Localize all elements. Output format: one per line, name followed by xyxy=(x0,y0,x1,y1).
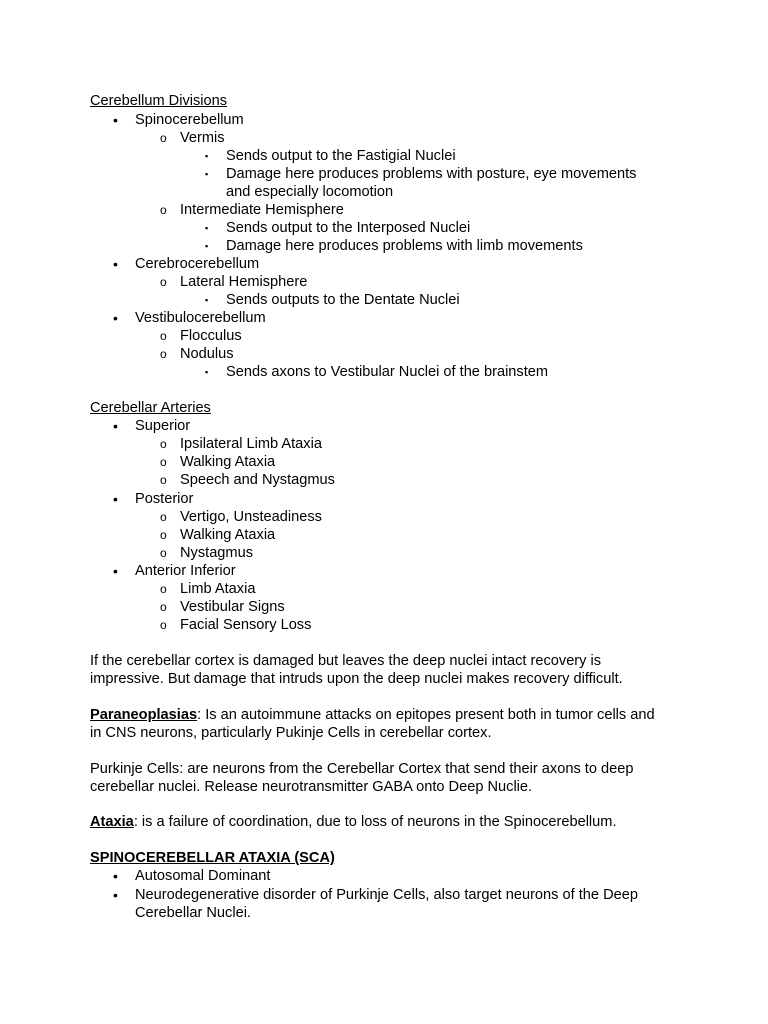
list-item-text: Flocculus xyxy=(180,328,242,344)
bullet-marker: o xyxy=(160,582,167,596)
bullet-marker: ▪ xyxy=(205,295,209,305)
list-item-continuation: Cerebellar Nuclei. xyxy=(135,905,251,921)
definition-text: : Is an autoimmune attacks on epitopes present both in tumor cells and xyxy=(197,707,655,723)
term-paraneoplasias: Paraneoplasias xyxy=(90,707,198,723)
list-item-text: Vestibular Signs xyxy=(180,599,285,615)
bullet-marker: o xyxy=(160,437,167,451)
bullet-marker: ▪ xyxy=(205,241,209,251)
bullet-marker: • xyxy=(113,418,118,434)
section-heading-sca: SPINOCEREBELLAR ATAXIA (SCA) xyxy=(90,850,335,866)
paragraph-ataxia xyxy=(90,813,617,831)
list-item-text: Cerebrocerebellum xyxy=(135,256,260,272)
list-item-text: Lateral Hemisphere xyxy=(180,274,308,290)
list-item-text: Vestibulocerebellum xyxy=(135,310,266,326)
list-item-text: Sends output to the Fastigial Nuclei xyxy=(226,148,456,164)
bullet-marker: o xyxy=(160,455,167,469)
bullet-marker: ▪ xyxy=(205,151,209,161)
term-ataxia: Ataxia xyxy=(90,814,134,830)
list-item-text: Sends outputs to the Dentate Nuclei xyxy=(226,292,460,308)
section-heading-arteries: Cerebellar Arteries xyxy=(90,400,211,416)
bullet-marker: o xyxy=(160,600,167,614)
list-item-text: Autosomal Dominant xyxy=(135,868,271,884)
bullet-marker: • xyxy=(113,256,118,272)
bullet-marker: o xyxy=(160,473,167,487)
list-item-continuation: and especially locomotion xyxy=(226,184,394,200)
list-item-text: Damage here produces problems with posture, eye movements xyxy=(226,166,637,182)
paragraph-purkinje-line: cerebellar nuclei. Release neurotransmitter GABA onto Deep Nuclie. xyxy=(90,779,533,795)
list-item-text: Neurodegenerative disorder of Purkinje Cells, also target neurons of the Deep xyxy=(135,887,638,903)
bullet-marker: • xyxy=(113,310,118,326)
definition-text: : is a failure of coordination, due to loss of neurons in the Spinocerebellum. xyxy=(133,814,617,830)
paragraph-paraneoplasias-line: in CNS neurons, particularly Pukinje Cells in cerebellar cortex. xyxy=(90,725,492,741)
paragraph-paraneoplasias xyxy=(90,706,655,724)
paragraph-cortex-line: impressive. But damage that intruds upon the deep nuclei makes recovery difficult. xyxy=(90,671,623,687)
bullet-marker: • xyxy=(113,491,118,507)
list-item-text: Walking Ataxia xyxy=(180,527,276,543)
list-item-text: Sends output to the Interposed Nuclei xyxy=(226,220,471,236)
list-item-text: Vermis xyxy=(180,130,225,146)
bullet-marker: o xyxy=(160,329,167,343)
bullet-marker: ▪ xyxy=(205,169,209,179)
bullet-marker: • xyxy=(113,887,118,903)
bullet-marker: o xyxy=(160,131,167,145)
bullet-marker: • xyxy=(113,563,118,579)
paragraph-cortex-line: If the cerebellar cortex is damaged but leaves the deep nuclei intact recovery is xyxy=(90,653,602,669)
bullet-marker: o xyxy=(160,546,167,560)
bullet-marker: • xyxy=(113,112,118,128)
list-item-text: Spinocerebellum xyxy=(135,112,244,128)
list-item-text: Sends axons to Vestibular Nuclei of the brainstem xyxy=(226,364,549,380)
list-item-text: Speech and Nystagmus xyxy=(180,472,335,488)
bullet-marker: ▪ xyxy=(205,367,209,377)
list-item-text: Posterior xyxy=(135,491,194,507)
list-item-text: Damage here produces problems with limb movements xyxy=(226,238,583,254)
paragraph-purkinje-line: Purkinje Cells: are neurons from the Cerebellar Cortex that send their axons to deep xyxy=(90,761,634,777)
bullet-marker: o xyxy=(160,528,167,542)
list-item-text: Facial Sensory Loss xyxy=(180,617,312,633)
list-item-text: Nystagmus xyxy=(180,545,253,561)
bullet-marker: o xyxy=(160,618,167,632)
bullet-marker: ▪ xyxy=(205,223,209,233)
list-item-text: Limb Ataxia xyxy=(180,581,256,597)
bullet-marker: o xyxy=(160,347,167,361)
list-item-text: Anterior Inferior xyxy=(135,563,236,579)
list-item-text: Walking Ataxia xyxy=(180,454,276,470)
bullet-marker: • xyxy=(113,868,118,884)
section-heading-divisions: Cerebellum Divisions xyxy=(90,93,228,109)
bullet-marker: o xyxy=(160,275,167,289)
list-item-text: Nodulus xyxy=(180,346,234,362)
list-item-text: Superior xyxy=(135,418,191,434)
list-item-text: Intermediate Hemisphere xyxy=(180,202,344,218)
list-item-text: Ipsilateral Limb Ataxia xyxy=(180,436,322,452)
bullet-marker: o xyxy=(160,510,167,524)
bullet-marker: o xyxy=(160,203,167,217)
list-item-text: Vertigo, Unsteadiness xyxy=(180,509,322,525)
